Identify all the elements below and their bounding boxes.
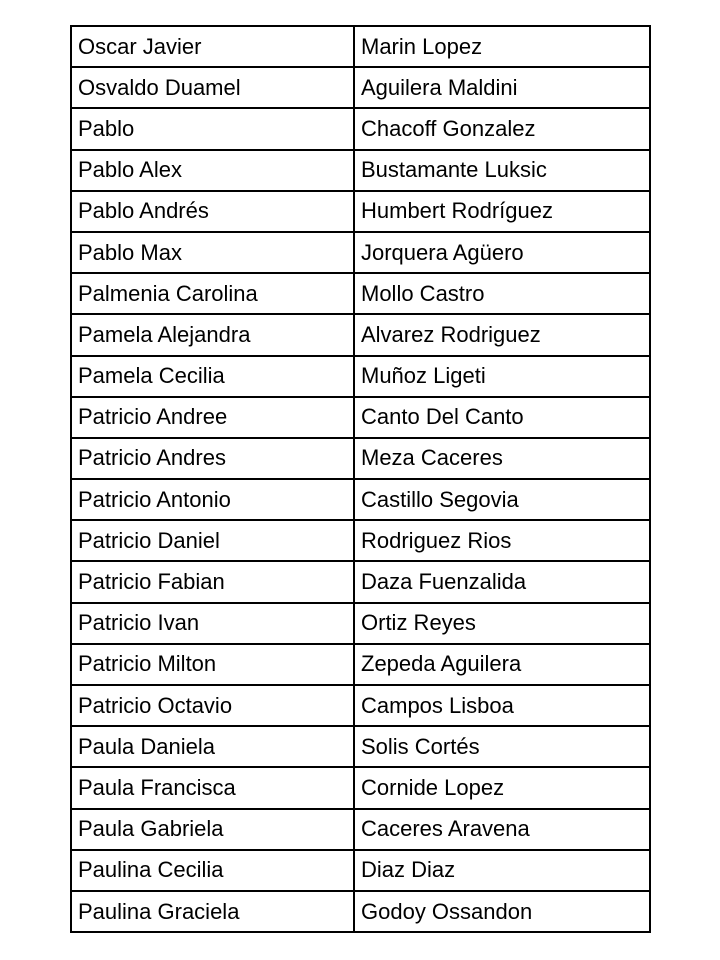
first-name-cell: Paula Francisca (71, 767, 354, 808)
table-row (71, 273, 650, 314)
table-row (71, 356, 650, 397)
first-name-cell: Patricio Antonio (71, 479, 354, 520)
last-name-cell: Diaz Diaz (354, 850, 650, 891)
first-name-cell: Oscar Javier (71, 26, 354, 67)
table-row (71, 150, 650, 191)
table-row (71, 561, 650, 602)
first-name-cell: Pablo Andrés (71, 191, 354, 232)
first-name-cell: Palmenia Carolina (71, 273, 354, 314)
first-name-cell: Pablo Max (71, 232, 354, 273)
last-name-cell: Cornide Lopez (354, 767, 650, 808)
table-row (71, 191, 650, 232)
first-name-cell: Paula Gabriela (71, 809, 354, 850)
first-name-cell: Paulina Cecilia (71, 850, 354, 891)
first-name-cell: Pablo Alex (71, 150, 354, 191)
first-name-cell: Pamela Cecilia (71, 356, 354, 397)
table-row (71, 26, 650, 67)
table-row (71, 397, 650, 438)
first-name-cell: Paula Daniela (71, 726, 354, 767)
last-name-cell: Jorquera Agüero (354, 232, 650, 273)
last-name-cell: Solis Cortés (354, 726, 650, 767)
last-name-cell: Castillo Segovia (354, 479, 650, 520)
last-name-cell: Ortiz Reyes (354, 603, 650, 644)
table-row (71, 108, 650, 149)
first-name-cell: Patricio Daniel (71, 520, 354, 561)
table-row (71, 644, 650, 685)
table-row (71, 232, 650, 273)
table-row (71, 438, 650, 479)
table-row (71, 314, 650, 355)
table-row (71, 891, 650, 932)
last-name-cell: Godoy Ossandon (354, 891, 650, 932)
last-name-cell: Zepeda Aguilera (354, 644, 650, 685)
table-row (71, 479, 650, 520)
table-row (71, 726, 650, 767)
first-name-cell: Osvaldo Duamel (71, 67, 354, 108)
names-table (70, 25, 651, 933)
first-name-cell: Pamela Alejandra (71, 314, 354, 355)
last-name-cell: Bustamante Luksic (354, 150, 650, 191)
table-row (71, 767, 650, 808)
last-name-cell: Campos Lisboa (354, 685, 650, 726)
last-name-cell: Rodriguez Rios (354, 520, 650, 561)
last-name-cell: Chacoff Gonzalez (354, 108, 650, 149)
last-name-cell: Caceres Aravena (354, 809, 650, 850)
table-row (71, 850, 650, 891)
last-name-cell: Meza Caceres (354, 438, 650, 479)
last-name-cell: Mollo Castro (354, 273, 650, 314)
first-name-cell: Patricio Andree (71, 397, 354, 438)
first-name-cell: Patricio Andres (71, 438, 354, 479)
last-name-cell: Alvarez Rodriguez (354, 314, 650, 355)
table-row (71, 685, 650, 726)
table-row (71, 520, 650, 561)
table-row (71, 809, 650, 850)
first-name-cell: Patricio Milton (71, 644, 354, 685)
last-name-cell: Marin Lopez (354, 26, 650, 67)
first-name-cell: Patricio Octavio (71, 685, 354, 726)
last-name-cell: Aguilera Maldini (354, 67, 650, 108)
first-name-cell: Paulina Graciela (71, 891, 354, 932)
last-name-cell: Daza Fuenzalida (354, 561, 650, 602)
last-name-cell: Humbert Rodríguez (354, 191, 650, 232)
table-row (71, 67, 650, 108)
last-name-cell: Canto Del Canto (354, 397, 650, 438)
first-name-cell: Patricio Fabian (71, 561, 354, 602)
table-row (71, 603, 650, 644)
last-name-cell: Muñoz Ligeti (354, 356, 650, 397)
first-name-cell: Patricio Ivan (71, 603, 354, 644)
first-name-cell: Pablo (71, 108, 354, 149)
names-table-body (71, 26, 650, 932)
